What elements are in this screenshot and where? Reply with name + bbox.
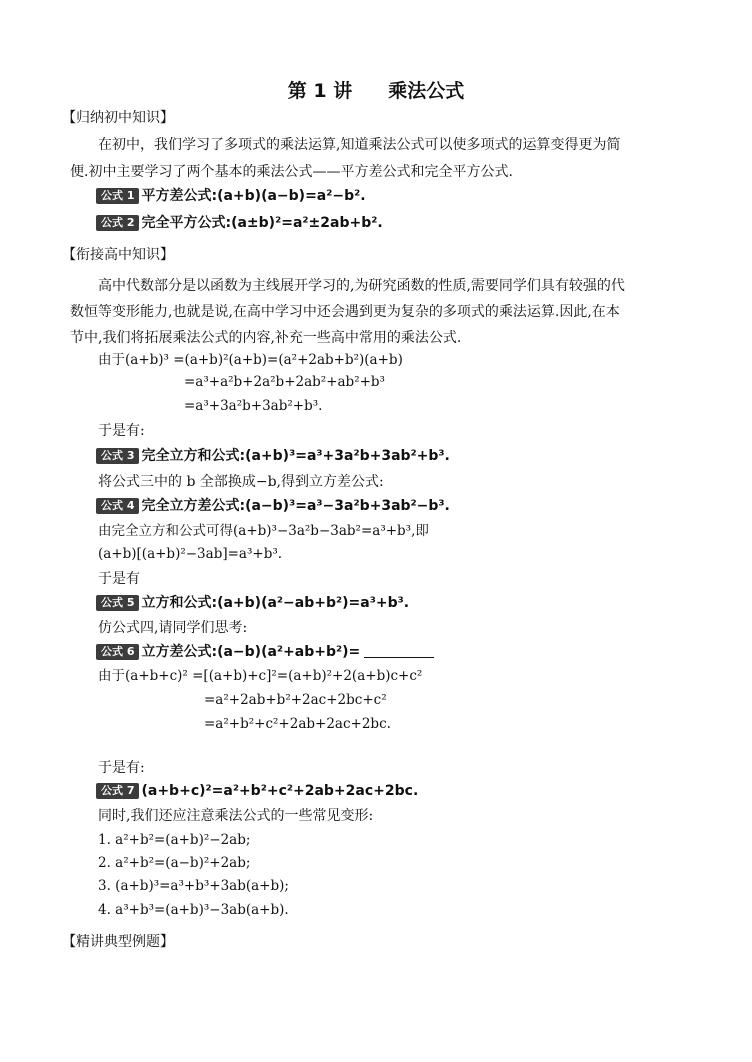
formula-2 (96, 213, 383, 233)
formula-3 (96, 446, 450, 466)
formula-7-badge: 公式 7 (96, 783, 139, 799)
formula-4 (96, 496, 450, 516)
derivation-trinomial-line-1: 由于(a+b+c)² =[(a+b)+c]²=(a+b)²+2(a+b)c+c² (98, 668, 423, 684)
therefore-text-2: 于是有 (98, 571, 140, 587)
section-heading-senior: 【衔接高中知识】 (62, 247, 174, 263)
variant-1: 1. a²+b²=(a+b)²−2ab; (98, 832, 251, 848)
formula-3-text: 完全立方和公式:(a+b)³=a³+3a²b+3ab²+b³. (141, 448, 450, 464)
variant-3: 3. (a+b)³=a³+b³+3ab(a+b); (98, 878, 289, 894)
variant-2: 2. a²+b²=(a−b)²+2ab; (98, 855, 251, 871)
formula-5-text: 立方和公式:(a+b)(a²−ab+b²)=a³+b³. (141, 595, 410, 611)
answer-blank (364, 643, 434, 658)
formula-2-text: 完全平方公式:(a±b)²=a²±2ab+b². (141, 215, 383, 231)
formula-3-badge: 公式 3 (96, 448, 139, 464)
formula-5 (96, 593, 409, 613)
section-heading-junior: 【归纳初中知识】 (62, 110, 174, 126)
formula-1-text: 平方差公式:(a+b)(a−b)=a²−b². (141, 188, 366, 204)
derivation-sum-cubes-line-2: (a+b)[(a+b)²−3ab]=a³+b³. (98, 546, 283, 562)
senior-paragraph-line-1: 高中代数部分是以函数为主线展开学习的,为研究函数的性质,需要同学们具有较强的代 (98, 278, 625, 294)
exercise-prompt: 仿公式四,请同学们思考: (98, 620, 248, 636)
formula-1-badge: 公式 1 (96, 188, 139, 204)
junior-paragraph-line-1: 在初中，我们学习了多项式的乘法运算,知道乘法公式可以使多项式的运算变得更为简 (98, 137, 621, 153)
page-title (0, 76, 752, 103)
formula-4-text: 完全立方差公式:(a−b)³=a³−3a²b+3ab²−b³. (141, 498, 450, 514)
senior-paragraph-line-2: 数恒等变形能力,也就是说,在高中学习中还会遇到更为复杂的多项式的乘法运算.因此,在本 (70, 304, 620, 320)
formula-6-badge: 公式 6 (96, 644, 139, 660)
formula-4-badge: 公式 4 (96, 498, 139, 514)
formula-1 (96, 186, 366, 206)
derivation-trinomial-line-3: =a²+b²+c²+2ab+2ac+2bc. (204, 716, 391, 732)
formula-6-text: 立方差公式:(a−b)(a²+ab+b²)= (141, 644, 361, 660)
formula-6 (96, 642, 434, 662)
variant-4: 4. a³+b³=(a+b)³−3ab(a+b). (98, 902, 289, 918)
derivation-sum-cubes-line-1: 由完全立方和公式可得(a+b)³−3a²b−3ab²=a³+b³,即 (98, 523, 429, 539)
junior-paragraph-line-2: 便.初中主要学习了两个基本的乘法公式——平方差公式和完全平方公式. (70, 164, 513, 180)
variants-intro: 同时,我们还应注意乘法公式的一些常见变形: (98, 808, 374, 824)
derivation-cube-line-3: =a³+3a²b+3ab²+b³. (184, 398, 323, 414)
formula-2-badge: 公式 2 (96, 215, 139, 231)
formula-5-badge: 公式 5 (96, 595, 139, 611)
derivation-cube-line-2: =a³+a²b+2a²b+2ab²+ab²+b³ (184, 374, 385, 390)
senior-paragraph-line-3: 节中,我们将拓展乘法公式的内容,补充一些高中常用的乘法公式. (70, 330, 462, 346)
formula-7-text: (a+b+c)²=a²+b²+c²+2ab+2ac+2bc. (141, 783, 419, 799)
substitution-note: 将公式三中的 b 全部换成−b,得到立方差公式: (98, 474, 384, 490)
section-heading-examples: 【精讲典型例题】 (62, 934, 174, 950)
derivation-cube-line-1: 由于(a+b)³ =(a+b)²(a+b)=(a²+2ab+b²)(a+b) (98, 352, 403, 368)
lecture-number: 第 1 讲 (287, 80, 353, 102)
derivation-trinomial-line-2: =a²+2ab+b²+2ac+2bc+c² (204, 692, 387, 708)
therefore-text-1: 于是有: (98, 423, 145, 439)
formula-7 (96, 781, 418, 801)
lecture-topic: 乘法公式 (388, 80, 465, 102)
therefore-text-3: 于是有: (98, 760, 145, 776)
